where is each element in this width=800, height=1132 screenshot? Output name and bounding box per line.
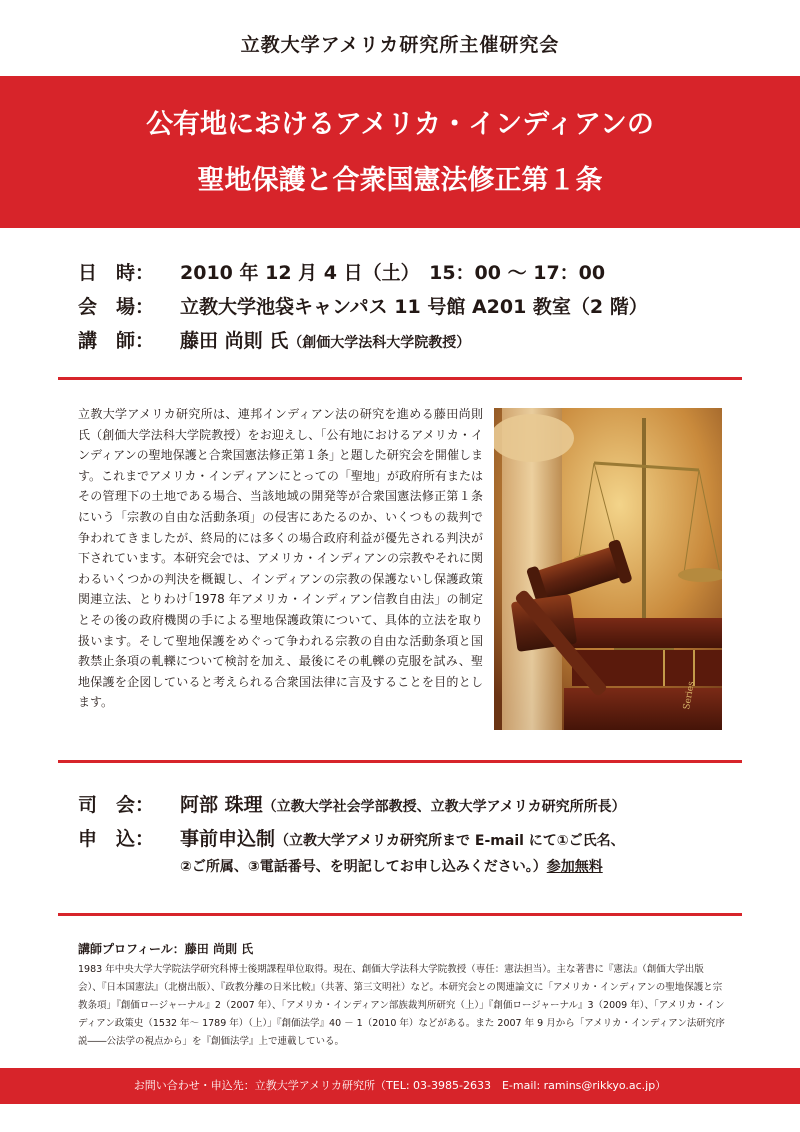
description-paragraph: 立教大学アメリカ研究所は、連邦インディアン法の研究を進める藤田尚則氏（創価大学法科大学院教授）をお迎えし、｢公有地におけるアメリカ・インディアンの聖地保護と合衆国憲法修正第１条｣ と題した研究会を開催します。これまでアメリカ・インディアンにとっての「聖地」が政府所有またはその管理下の土地である場合、当該地域の開発等が合衆国憲法修正第１条にいう「宗教の自由な活動条項」の侵害にあたるのか、いくつもの裁判で争われてきましたが、終局的には多くの場合政府利益が優先される判決が下されています。本研究会では、アメリカ・インディアンの宗教やそれに関わるいくつかの判決を概観し、インディアンの宗教の保護ないし保護政策関連立法、とりわけ｢1978 年アメリカ・インディアン信教自由法」の制定とその後の政府機関の手による聖地保護政策について、具体的立法を取り扱います。そして聖地保護をめぐって争われる宗教の自由な活動条項と国教禁止条項の軋轢について検討を加え、最後にその軋轢の克服を試み、聖地保護を企図していると考えられる合衆国法律に言及することを目的とします。 [78, 407, 483, 710]
application-note-2: ②ご所属、③電話番号、を明記してお申し込みください。） [180, 859, 547, 875]
speaker-note: （創価大学法科大学院教授） [288, 335, 471, 351]
speaker-row [78, 326, 470, 353]
application-value: 事前申込制 [180, 828, 276, 850]
free-admission: 参加無料 [546, 859, 603, 875]
application-row-2 [180, 856, 603, 876]
divider [58, 377, 742, 380]
moderator-value: 阿部 珠理 [180, 794, 263, 816]
venue-row [78, 292, 648, 319]
date-row [78, 258, 605, 285]
speaker-value: 藤田 尚則 氏 [180, 330, 289, 352]
profile-heading: 講師プロフィール：藤田 尚則 氏 [78, 942, 254, 956]
moderator-row [78, 790, 626, 817]
divider [58, 760, 742, 763]
moderator-note: （立教大学社会学部教授、立教大学アメリカ研究所所長） [262, 799, 626, 815]
date-value: 2010 年 12 月 4 日（土） 15：00 ～ 17：00 [180, 262, 606, 284]
divider [58, 913, 742, 916]
contact-footer: お問い合わせ・申込先：立教大学アメリカ研究所（TEL: 03-3985-2633 E-mail: ramins@rikkyo.ac.jp） [0, 1068, 800, 1104]
moderator-label: 司 会： [78, 794, 155, 816]
profile-text: 1983 年中央大学大学院法学研究科博士後期課程単位取得。現在、創価大学法科大学院教授（専任：憲法担当）。主な著書に『憲法』（創価大学出版会）、『日本国憲法』（北樹出版）、『政教分離の日米比較』（共著、第三文明社）など。本研究会との関連論文に「アメリカ・インディアンの聖地保護と宗教条項」『創価ロージャーナル』2（2007 年）、「アメリカ・インディアン部族裁判所研究（上）」『創価ロージャーナル』3（2009 年）、「アメリカ・インディアン政策史（1532 年～ 1789 年）（上）」『創価法学』40 － 1（2010 年）などがある。また 2007 年 9 月から「アメリカ・インディアン法研究序説――公法学の視点から」を『創価法学』上で連載している。 [78, 964, 725, 1047]
application-label: 申 込： [78, 828, 155, 850]
date-label: 日 時： [78, 262, 155, 284]
title-banner [0, 76, 800, 228]
organizer-heading: 立教大学アメリカ研究所主催研究会 [240, 34, 560, 56]
application-note-1: （立教大学アメリカ研究所まで E-mail にて①ご氏名、 [275, 833, 625, 849]
speaker-label: 講 師： [78, 330, 155, 352]
justice-scale-gavel-image [494, 408, 722, 730]
venue-label: 会 場： [78, 296, 155, 318]
title-line-1: 公有地におけるアメリカ・インディアンの [146, 109, 654, 140]
venue-value: 立教大学池袋キャンパス 11 号館 A201 教室（2 階） [180, 296, 648, 318]
book-spine-text: Series [682, 680, 697, 711]
application-row [78, 824, 625, 851]
title-line-2: 聖地保護と合衆国憲法修正第１条 [197, 165, 603, 196]
